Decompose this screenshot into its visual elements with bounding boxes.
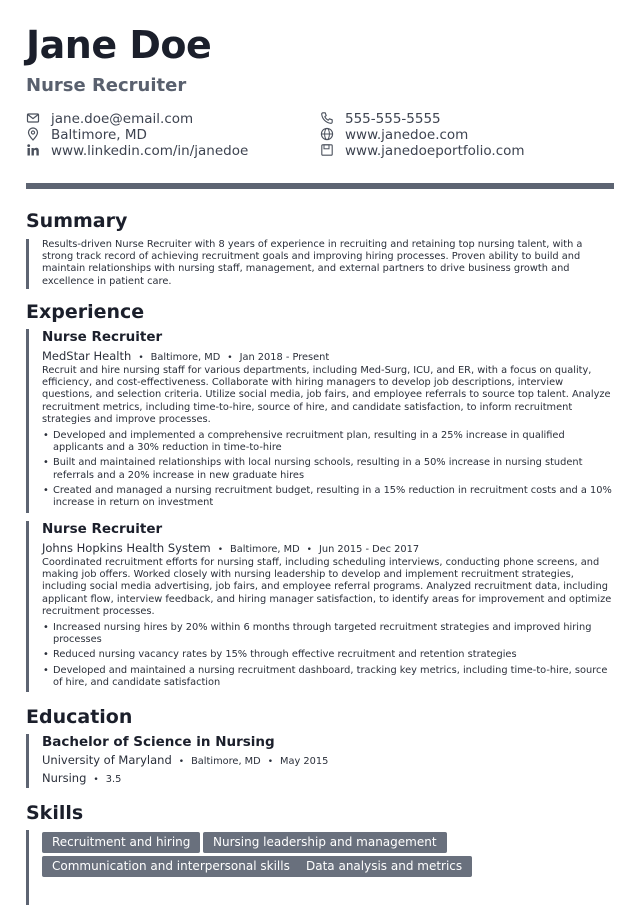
education-gpa: 3.5 xyxy=(105,774,122,785)
globe-icon xyxy=(320,127,334,141)
contact-linkedin[interactable] xyxy=(26,143,248,159)
contact-portfolio[interactable] xyxy=(320,143,525,159)
linkedin-text: www.linkedin.com/in/janedoe xyxy=(51,143,249,159)
list-item: • Created and managed a nursing recruitment budget, resulting in a 15% reduction in recruitment costs and a 10% increase in return on investment xyxy=(42,485,614,509)
candidate-name: Jane Doe xyxy=(26,23,212,67)
job-1-company: MedStar Health xyxy=(42,349,132,363)
list-item: • Developed and implemented a comprehensive recruitment plan, resulting in a 25% increase in qualified applicants and a 30% reduction in time-to-hire xyxy=(42,430,614,454)
education-location: Baltimore, MD xyxy=(191,756,261,767)
job-1-dates: Jan 2018 - Present xyxy=(239,352,330,363)
list-item: • Built and maintained relationships with local nursing schools, resulting in a 50% increase in nursing student referrals and a 20% increase in new graduate hires xyxy=(42,457,614,481)
location-text: Baltimore, MD xyxy=(51,127,147,143)
job-2-company: Johns Hopkins Health System xyxy=(42,541,211,555)
job-2-role: Nurse Recruiter xyxy=(42,521,163,537)
contact-website[interactable] xyxy=(320,127,468,143)
job-2-location: Baltimore, MD xyxy=(230,544,300,555)
job-2-dates: Jun 2015 - Dec 2017 xyxy=(318,544,420,555)
education-school: University of Maryland xyxy=(42,753,172,767)
skill-chip: Recruitment and hiring xyxy=(42,832,200,853)
education-date: May 2015 xyxy=(280,756,329,767)
summary-heading: Summary xyxy=(26,210,128,232)
education-field: Nursing xyxy=(42,771,87,785)
education-field-row: Nursing • 3.5 xyxy=(42,771,122,785)
job-2-accent-bar xyxy=(26,521,29,692)
contact-email[interactable] xyxy=(26,111,193,127)
list-item: • Reduced nursing vacancy rates by 15% through effective recruitment and retention strategies xyxy=(42,649,614,661)
header-divider xyxy=(26,183,614,189)
location-pin-icon xyxy=(26,127,40,141)
linkedin-icon xyxy=(26,143,40,157)
job-1-role: Nurse Recruiter xyxy=(42,329,163,345)
skills-heading: Skills xyxy=(26,802,84,824)
education-heading: Education xyxy=(26,706,133,728)
email-text: jane.doe@email.com xyxy=(51,111,194,127)
job-2-bullets xyxy=(42,622,614,692)
phone-icon xyxy=(320,111,334,125)
job-1-bullets xyxy=(42,430,614,512)
contact-location xyxy=(26,127,147,143)
job-1-description: Recruit and hire nursing staff for various departments, including Med-Surg, ICU, and ER, with a focus on quality, efficiency, and cost-effectiveness. Collaborate with hiring managers to develop job descriptions, interview questions, and selection criteria. Utilize social media, job fairs, and employee referrals to source top talent. Analyze recruitment metrics, including time-to-hire, source of hire, and candidate satisfaction, to inform recruitment strategies and improve processes. xyxy=(42,365,611,425)
job-2-meta: Johns Hopkins Health System • Baltimore, MD • Jun 2015 - Dec 2017 xyxy=(42,541,420,555)
contact-phone[interactable] xyxy=(320,111,441,127)
education-accent-bar xyxy=(26,734,29,788)
job-1-accent-bar xyxy=(26,329,29,513)
portfolio-icon xyxy=(320,143,334,157)
summary-accent-bar xyxy=(26,239,29,289)
job-2-description: Coordinated recruitment efforts for nursing staff, including scheduling interviews, conducting phone screens, and making job offers. Worked closely with nursing leadership to develop and implement recruitment strategies, including social media advertising, job fairs, and employee referral programs. Analyzed recruitment data, including applicant flow, interview feedback, and hiring manager satisfaction, to identify areas for improvement and optimize recruitment processes. xyxy=(42,557,612,617)
skill-chip: Nursing leadership and management xyxy=(203,832,447,853)
skill-chip: Data analysis and metrics xyxy=(296,856,472,877)
skill-chip: Communication and interpersonal skills xyxy=(42,856,300,877)
education-meta: University of Maryland • Baltimore, MD • May 2015 xyxy=(42,753,329,767)
list-item: • Increased nursing hires by 20% within 6 months through targeted recruitment strategies and improved hiring processes xyxy=(42,622,614,646)
job-title: Nurse Recruiter xyxy=(26,75,187,96)
list-item: • Developed and maintained a nursing recruitment dashboard, tracking key metrics, including time-to-hire, source of hire, and candidate satisfaction xyxy=(42,665,614,689)
skills-accent-bar xyxy=(26,830,29,905)
experience-heading: Experience xyxy=(26,301,145,323)
envelope-icon xyxy=(26,111,40,125)
website-text: www.janedoe.com xyxy=(345,127,469,143)
summary-text: Results-driven Nurse Recruiter with 8 years of experience in recruiting and retaining top nursing talent, with a strong track record of achieving recruitment goals and improving hiring processes. Proven ability to build and maintain relationships with nursing staff, management, and external partners to drive business growth and excellence in patient care. xyxy=(42,239,583,287)
job-1-location: Baltimore, MD xyxy=(150,352,221,363)
education-degree: Bachelor of Science in Nursing xyxy=(42,734,275,750)
job-1-meta: MedStar Health • Baltimore, MD • Jan 2018 - Present xyxy=(42,349,330,363)
portfolio-text: www.janedoeportfolio.com xyxy=(345,143,525,159)
phone-text: 555-555-5555 xyxy=(345,111,441,127)
